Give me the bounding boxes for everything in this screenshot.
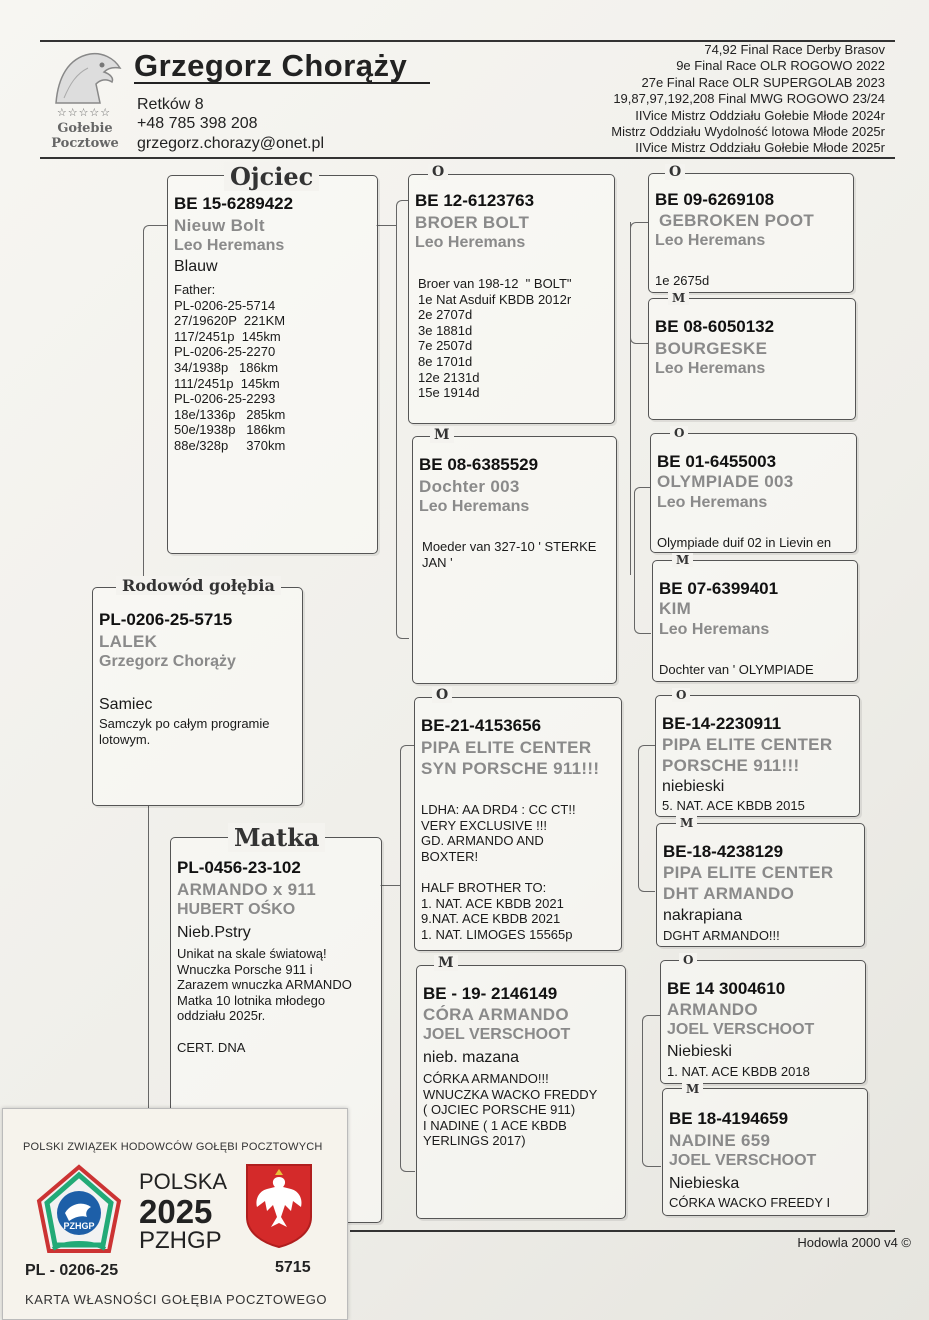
- sdd-name: KIM: [659, 599, 692, 618]
- dss-name: PIPA ELITE CENTER: [662, 735, 833, 754]
- sss-name: GEBROKEN POOT: [659, 211, 815, 230]
- ssd-name: BOURGESKE: [655, 339, 768, 358]
- dss-color: niebieski: [662, 778, 725, 795]
- subject-notes: Samczyk po całym programie lotowym.: [99, 716, 270, 747]
- dam-sire-notes: LDHA: AA DRD4 : CC CT!! VERY EXCLUSIVE !!! GD. ARMANDO AND BOXTER! HALF BROTHER TO: 1. NAT. ACE KBDB 2021 9.NAT. ACE KBDB 2021 1. NAT. LIMOGES 15565p: [421, 802, 576, 942]
- card-ring-right: 5715: [275, 1259, 311, 1276]
- connector-dam-right: [380, 885, 400, 887]
- white-eagle-icon: [243, 1161, 315, 1249]
- sire-name: Nieuw Bolt: [174, 216, 265, 235]
- card-country: POLSKA: [139, 1169, 228, 1194]
- sire-breeder: Leo Heremans: [174, 237, 285, 254]
- dds-ring: BE 14 3004610: [667, 979, 786, 998]
- dam-notes: Unikat na skale światową! Wnuczka Porsche 911 i Zarazem wnuczka ARMANDO Matka 10 lotnika młodego oddziału 2025r. CERT. DNA: [177, 946, 352, 1055]
- breeder-phone: +48 785 398 208: [137, 115, 258, 132]
- ssd-breeder: Leo Heremans: [655, 360, 766, 377]
- software-footer: Hodowla 2000 v4 ©: [797, 1235, 911, 1250]
- achievement-line: IIVice Mistrz Oddziału Gołebie Młode 2024r: [635, 107, 885, 123]
- sire-sire-ring: BE 12-6123763: [415, 191, 535, 210]
- sire-dam-sex-mark: M: [430, 427, 454, 443]
- ownership-card: [2, 1108, 348, 1320]
- sire-dam-notes: Moeder van 327-10 ' STERKE JAN ': [422, 539, 597, 570]
- dds-color: Niebieski: [667, 1043, 732, 1060]
- breeder-address: Retków 8: [137, 96, 204, 113]
- sss-sex-mark: O: [665, 164, 685, 180]
- sds-box: [650, 433, 857, 553]
- dam-ring: PL-0456-23-102: [177, 858, 301, 877]
- sss-breeder: Leo Heremans: [655, 232, 766, 249]
- dam-color: Nieb.Pstry: [177, 924, 251, 941]
- dsd-box: [656, 823, 865, 947]
- sdd-sex-mark: M: [672, 553, 693, 567]
- pedigree-title: Rodowód gołębia: [116, 576, 281, 595]
- breeder-name: Grzegorz Chorąży: [134, 48, 408, 83]
- eagle-head-icon: [44, 48, 126, 108]
- sdd-breeder: Leo Heremans: [659, 621, 770, 638]
- sire-sire-box: [408, 174, 615, 424]
- dam-sire-ring: BE-21-4153656: [421, 716, 542, 735]
- ddd-notes: CÓRKA WACKO FREEDY I: [669, 1195, 831, 1210]
- achievement-line: 27e Final Race OLR SUPERGOLAB 2023: [641, 74, 885, 90]
- pzhgp-emblem: [31, 1161, 127, 1257]
- sds-breeder: Leo Heremans: [657, 494, 768, 511]
- logo-stars: ☆☆☆☆☆: [56, 107, 112, 119]
- ddd-box: [662, 1088, 868, 1216]
- card-caption: KARTA WŁASNOŚCI GOŁĘBIA POCZTOWEGO: [25, 1292, 328, 1307]
- dam-dam-box: [416, 965, 626, 1219]
- sire-notes: Father: PL-0206-25-5714 27/19620P 221KM 117/2451p 145km PL-0206-25-2270 34/1938p 186km 111/2451p 145km PL-0206-25-2293 18e/1336p 285km 50e/1938p 186km 88e/328p 370km: [174, 282, 286, 453]
- dsd-notes: DGHT ARMANDO!!!: [663, 928, 780, 943]
- sds-ring: BE 01-6455003: [657, 452, 777, 471]
- dsd-name: PIPA ELITE CENTER: [663, 863, 834, 882]
- breeder-email: grzegorz.chorazy@onet.pl: [137, 135, 324, 152]
- logo-text-1: Gołebie: [57, 121, 113, 136]
- achievement-line: 9e Final Race OLR ROGOWO 2022: [676, 58, 885, 74]
- card-ring-left: PL - 0206-25: [25, 1262, 119, 1279]
- sire-sire-sex-mark: O: [428, 164, 448, 180]
- sire-dam-breeder: Leo Heremans: [419, 498, 530, 515]
- sds-name: OLYMPIADE 003: [657, 472, 794, 491]
- mother-title: Matka: [228, 823, 325, 852]
- sdd-notes: Dochter van ' OLYMPIADE: [659, 662, 814, 677]
- dss-box: [655, 695, 860, 817]
- card-union: POLSKI ZWIĄZEK HODOWCÓW GOŁĘBI POCZTOWYCH: [23, 1141, 323, 1153]
- pigeon-emblem-icon: [31, 1161, 127, 1257]
- ssd-sex-mark: M: [668, 291, 689, 305]
- sdd-box: [652, 560, 858, 682]
- sire-sire-notes: Broer van 198-12 " BOLT" 1e Nat Asduif KBDB 2012r 2e 2707d 3e 1881d 7e 2507d 8e 1701d 12e 2131d 15e 1914d: [418, 276, 572, 401]
- dss-sex-mark: O: [672, 688, 690, 702]
- achievement-line: 74,92 Final Race Derby Brasov: [704, 42, 885, 57]
- sire-dam-name: Dochter 003: [419, 477, 520, 496]
- card-year: 2025: [139, 1193, 213, 1230]
- sss-ring: BE 09-6269108: [655, 190, 775, 209]
- sire-sire-name: BROER BOLT: [415, 213, 530, 232]
- polish-eagle-crest: [243, 1161, 315, 1249]
- achievement-line: Mistrz Oddziału Wydolność lotowa Młode 2025r: [611, 124, 885, 140]
- dam-dam-name: CÓRA ARMANDO: [423, 1005, 569, 1024]
- sire-box: [167, 175, 378, 554]
- dds-name: ARMANDO: [667, 1000, 758, 1019]
- sds-notes: Olympiade duif 02 in Lievin en: [657, 535, 832, 550]
- sss-box: [648, 173, 854, 293]
- sdd-ring: BE 07-6399401: [659, 579, 779, 598]
- dss-name-2: PORSCHE 911!!!: [662, 756, 800, 775]
- dss-ring: BE-14-2230911: [662, 714, 782, 733]
- dam-name: ARMANDO x 911: [177, 880, 316, 899]
- connector-sd-parents: [634, 487, 651, 634]
- dam-dam-sex-mark: M: [434, 955, 458, 971]
- connector-ds-parents: [638, 745, 655, 892]
- dam-dam-notes: CÓRKA ARMANDO!!! WNUCZKA WACKO FREDDY ( OJCIEC PORSCHE 911) I NADINE ( 1 ACE KBDB YERLINGS 2017): [423, 1071, 598, 1149]
- header-bottom-rule: [40, 157, 895, 159]
- dss-notes: 5. NAT. ACE KBDB 2015: [662, 798, 805, 813]
- ssd-box: [648, 298, 856, 420]
- dds-sex-mark: O: [679, 953, 697, 967]
- emblem-text: PZHGP: [63, 1221, 95, 1231]
- connector-dam-parents: [400, 745, 415, 1172]
- name-underline: [134, 82, 430, 84]
- dam-sire-box: [414, 697, 622, 951]
- dds-breeder: JOEL VERSCHOOT: [667, 1021, 815, 1038]
- dam-dam-breeder: JOEL VERSCHOOT: [423, 1026, 571, 1043]
- ssd-ring: BE 08-6050132: [655, 317, 775, 336]
- dsd-sex-mark: M: [676, 816, 697, 830]
- ddd-ring: BE 18-4194659: [669, 1109, 789, 1128]
- eagle-logo: [44, 48, 126, 158]
- achievements-list: [611, 42, 885, 157]
- connector-dd-parents: [642, 1015, 661, 1167]
- sds-sex-mark: O: [670, 426, 688, 440]
- achievement-line: IIVice Mistrz Oddziału Gołebie Młode 2025r: [635, 140, 885, 156]
- dsd-ring: BE-18-4238129: [663, 842, 784, 861]
- dam-breeder: HUBERT OŚKO: [177, 901, 296, 918]
- ddd-breeder: JOEL VERSCHOOT: [669, 1152, 817, 1169]
- logo-text-2: Pocztowe: [51, 136, 119, 151]
- ddd-color: Niebieska: [669, 1175, 740, 1192]
- subject-sex: Samiec: [99, 696, 153, 713]
- achievement-line: 19,87,97,192,208 Final MWG ROGOWO 23/24: [613, 91, 885, 107]
- dsd-color: nakrapiana: [663, 907, 743, 924]
- dam-sire-sex-mark: O: [432, 687, 452, 703]
- sire-color: Blauw: [174, 258, 218, 275]
- ddd-name: NADINE 659: [669, 1131, 771, 1150]
- subject-name: LALEK: [99, 632, 158, 651]
- sire-ring: BE 15-6289422: [174, 194, 294, 213]
- dds-box: [660, 960, 866, 1084]
- dam-sire-name: PIPA ELITE CENTER: [421, 738, 592, 757]
- connector-sire-right: [376, 225, 397, 436]
- sire-dam-box: [412, 436, 617, 684]
- dam-dam-color: nieb. mazana: [423, 1049, 520, 1066]
- dsd-name-2: DHT ARMANDO: [663, 884, 795, 903]
- subject-ring: PL-0206-25-5715: [99, 610, 233, 629]
- ddd-sex-mark: M: [682, 1082, 703, 1096]
- connector-ss-parents: [630, 222, 649, 344]
- dam-dam-ring: BE - 19- 2146149: [423, 984, 558, 1003]
- dam-sire-name-2: SYN PORSCHE 911!!!: [421, 759, 600, 778]
- connector-subject-dam: [148, 805, 171, 1115]
- connector-subject-sire: [143, 225, 168, 586]
- sire-sire-breeder: Leo Heremans: [415, 234, 526, 251]
- dds-notes: 1. NAT. ACE KBDB 2018: [667, 1064, 810, 1079]
- sss-notes: 1e 2675d: [655, 273, 710, 288]
- bottom-rule: [350, 1230, 895, 1232]
- subject-breeder: Grzegorz Chorąży: [99, 653, 236, 670]
- sire-dam-ring: BE 08-6385529: [419, 455, 539, 474]
- subject-box: [92, 587, 303, 806]
- father-title: Ojciec: [224, 162, 319, 191]
- card-org: PZHGP: [139, 1227, 222, 1254]
